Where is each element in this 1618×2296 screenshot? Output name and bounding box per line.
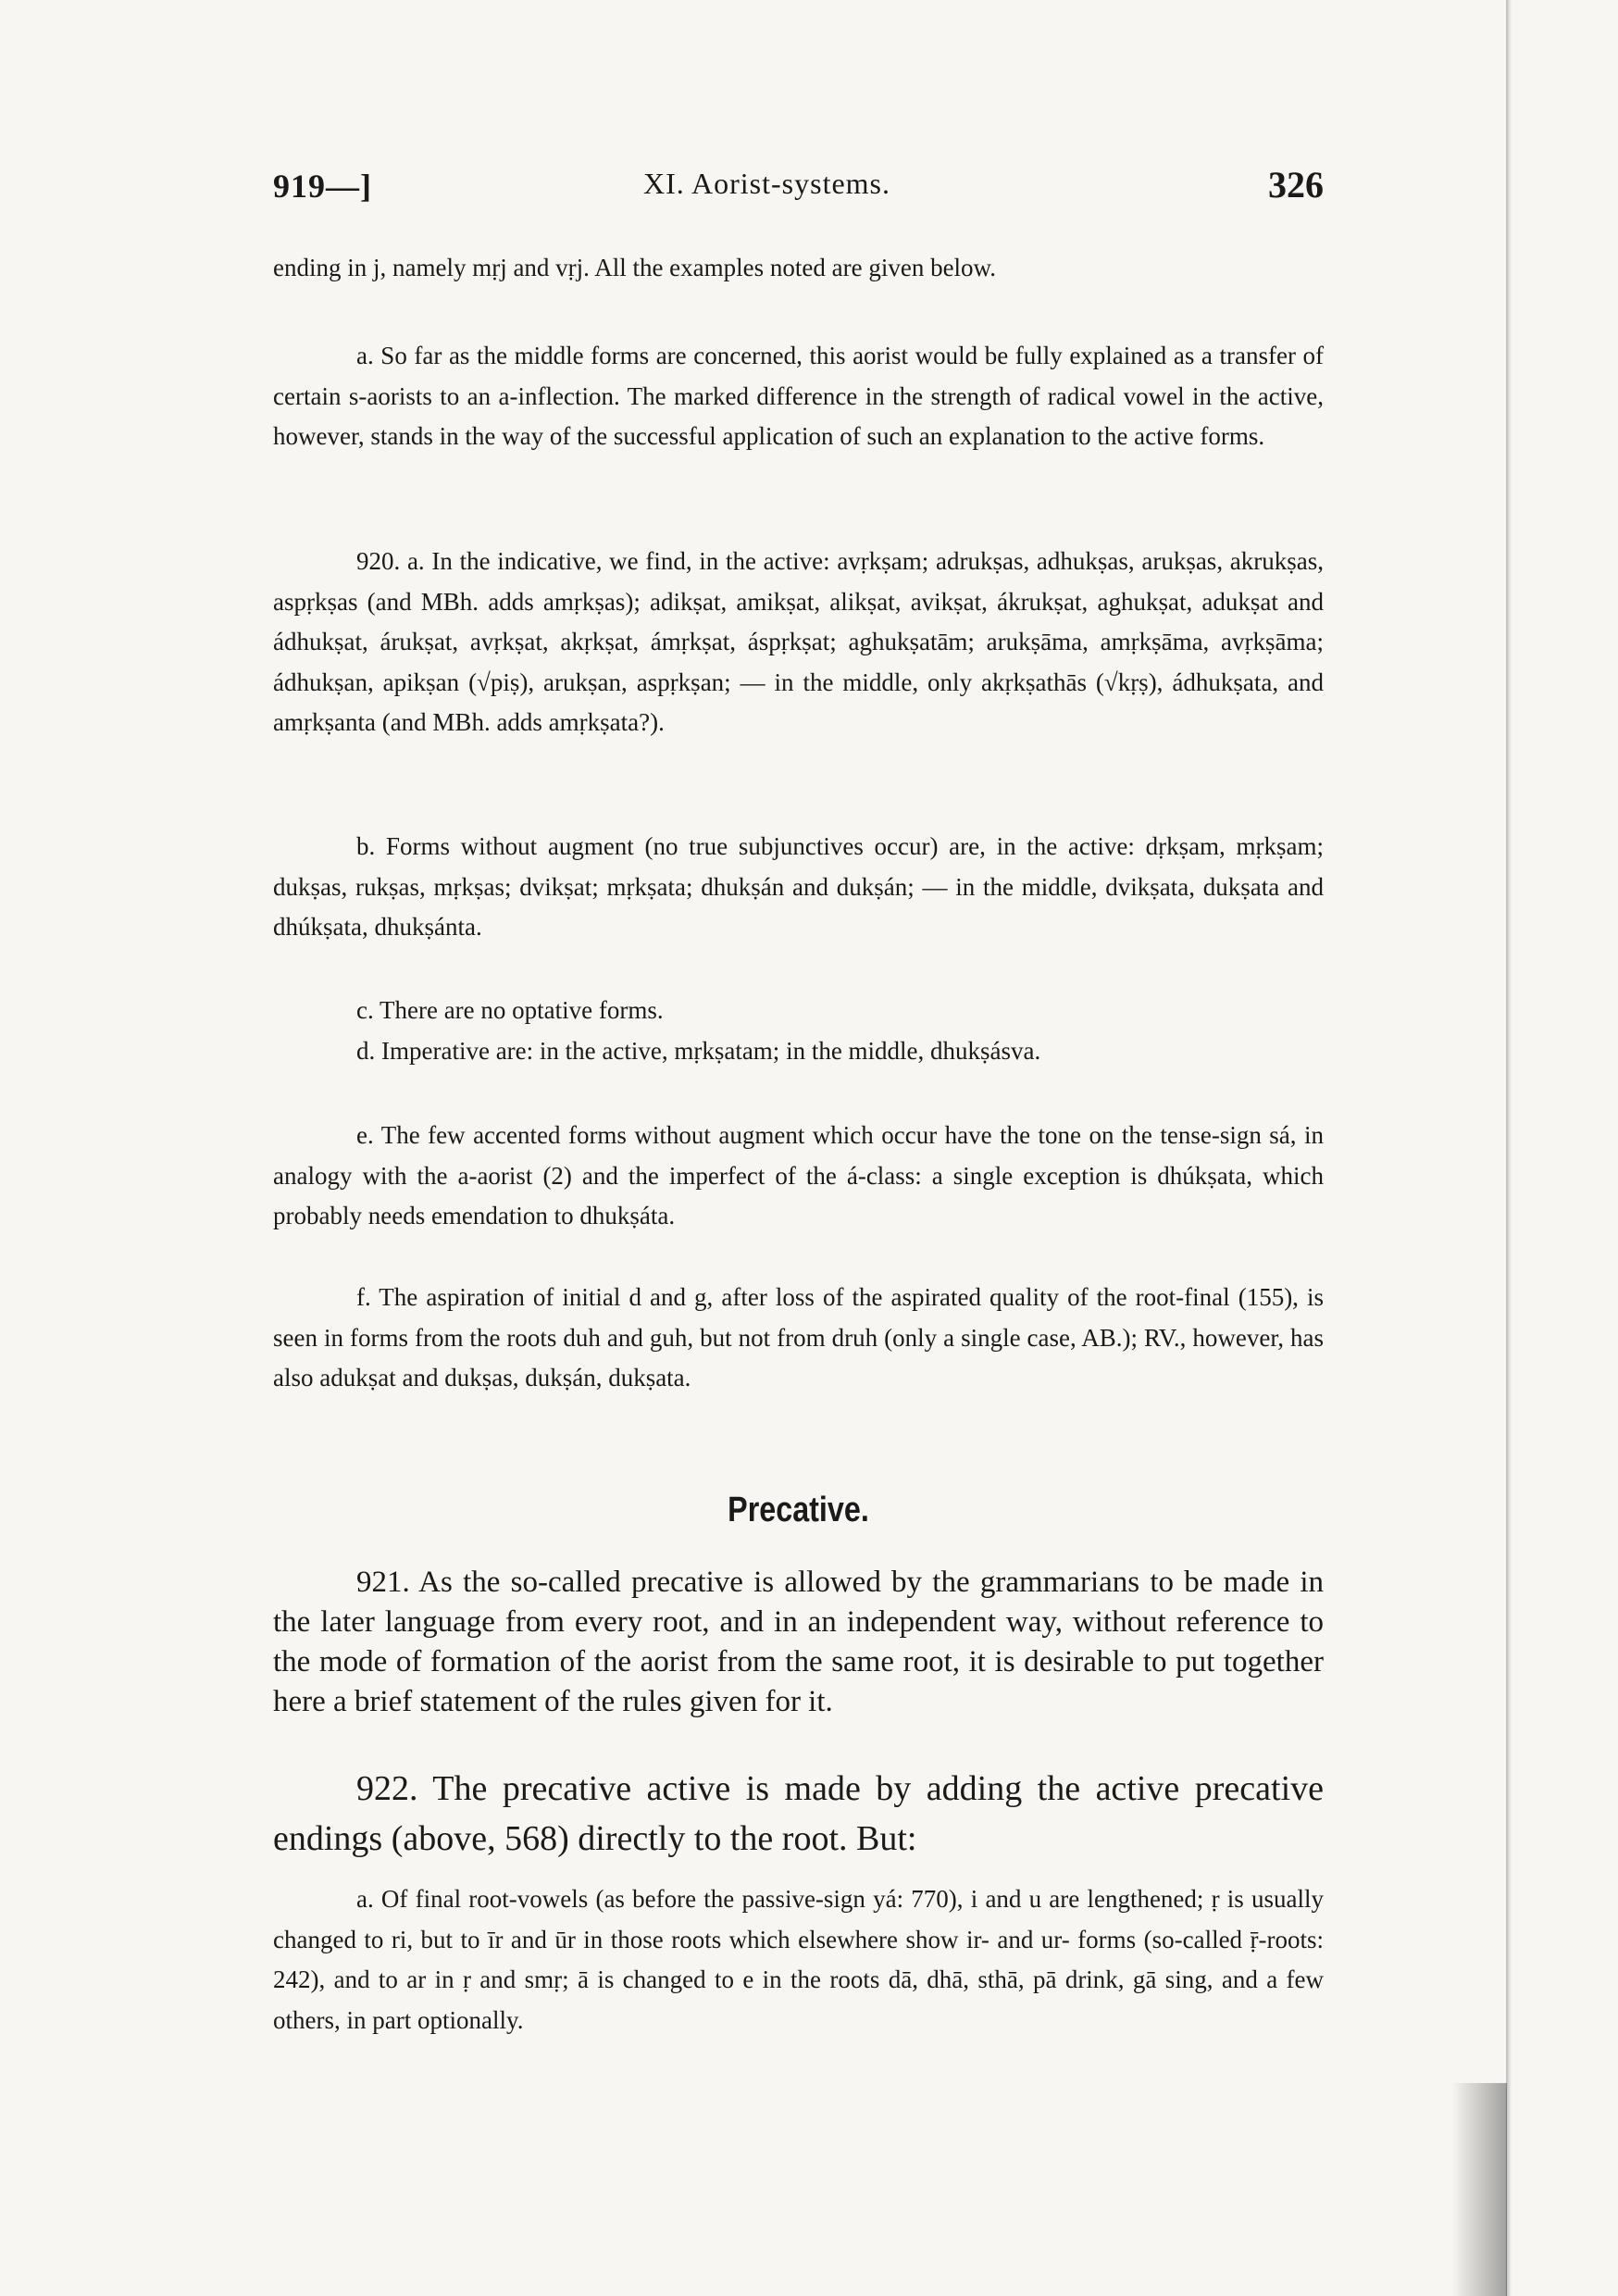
page-edge-shadow xyxy=(1451,2083,1507,2296)
paragraph-920c: c. There are no optative forms. xyxy=(356,996,664,1024)
running-header xyxy=(273,163,1324,209)
page-number: 326 xyxy=(1268,164,1324,206)
paragraph-919a: a. So far as the middle forms are concerned, this aorist would be fully explained as a transfer of certain s-aorists to an a-inflection. The marked difference in the strength of radical vowel in the active, however, stands in the way of the successful application of such an explanation to the active forms. xyxy=(273,342,1324,450)
paragraph-922a: a. Of final root-vowels (as before the passive-sign yá: 770), i and u are lengthened; ṛ is usually changed to ri, but to īr and ūr in those roots which elsewhere show ir- and ur- forms (so-called ṝ-roots: 242), and to ar in ṛ and smṛ; ā is changed to e in the roots dā, dhā, sthā, pā drink, gā sing, and a few others, in part optionally. xyxy=(273,1885,1324,2034)
paragraph-920a: 920. a. In the indicative, we find, in the active: avṛkṣam; adrukṣas, adhukṣas, arukṣas, akrukṣas, aspṛkṣas (and MBh. adds amṛkṣas); adikṣat, amikṣat, alikṣat, avikṣat, ákrukṣat, aghukṣat, adukṣat and ádhukṣat, árukṣat, avṛkṣat, akṛkṣat, ámṛkṣat, áspṛkṣat; aghukṣatām; arukṣāma, amṛkṣāma, avṛkṣāma; ádhukṣan, apikṣan (√piṣ), arukṣan, aspṛkṣan; — in the middle, only akṛkṣathās (√kṛṣ), ádhukṣata, and amṛkṣanta (and MBh. adds amṛkṣata?). xyxy=(273,547,1324,736)
section-number: 919—] xyxy=(273,168,372,205)
paragraph-920e: e. The few accented forms without augment which occur have the tone on the tense-sign sá, in analogy with the a-aorist (2) and the imperfect of the á-class: a single exception is dhúkṣata, which probably needs emendation to dhukṣáta. xyxy=(273,1121,1324,1229)
page-edge xyxy=(1506,0,1512,2296)
paragraph-919-end: ending in j, namely mṛj and vṛj. All the examples noted are given below. xyxy=(273,254,997,281)
paragraph-920f: f. The aspiration of initial d and g, after loss of the aspirated quality of the root-final (155), is seen in forms from the roots duh and guh, but not from druh (only a single case, AB.); RV., however, has also adukṣat and dukṣas, dukṣán, dukṣata. xyxy=(273,1283,1324,1391)
paragraph-922: 922. The precative active is made by adding the active precative endings (above, 568) directly to the root. But: xyxy=(273,1769,1324,1858)
paragraph-920d: d. Imperative are: in the active, mṛkṣatam; in the middle, dhukṣásva. xyxy=(356,1037,1041,1065)
paragraph-920b: b. Forms without augment (no true subjunctives occur) are, in the active: dṛkṣam, mṛkṣam; dukṣas, rukṣas, mṛkṣas; dvikṣat; mṛkṣata; dhukṣán and dukṣán; — in the middle, dvikṣata, dukṣata and dhúkṣata, dhukṣánta. xyxy=(273,832,1324,941)
section-heading: Precative. xyxy=(728,1491,869,1529)
chapter-title: XI. Aorist-systems. xyxy=(643,167,890,200)
paragraph-921: 921. As the so-called precative is allowed by the grammarians to be made in the later language from every root, and in an independent way, without reference to the mode of formation of the aorist from the same root, it is desirable to put together here a brief statement of the rules given for it. xyxy=(273,1566,1324,1718)
